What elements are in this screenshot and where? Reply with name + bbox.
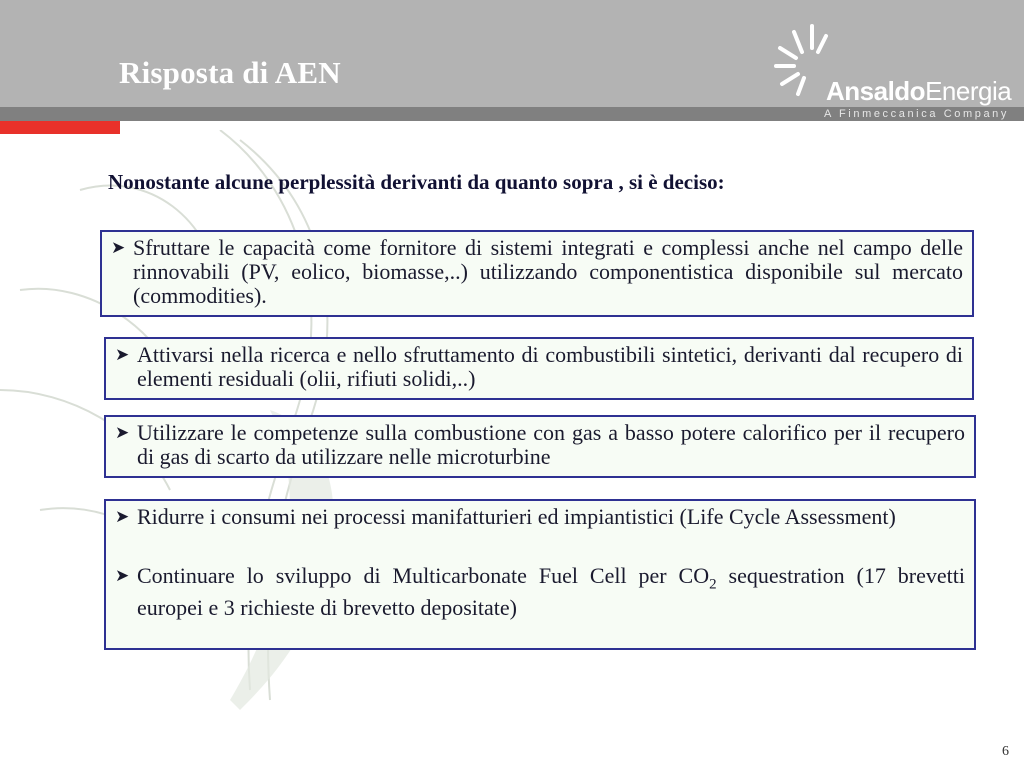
intro-text: Nonostante alcune perplessità derivanti da quanto sopra , si è deciso: (108, 170, 725, 194)
bullet-item: ➤ Utilizzare le competenze sulla combustione con gas a basso potere calorifico per il recupero di gas di scarto da utilizzare nelle microturbine (115, 420, 965, 469)
bullet-item: ➤ Continuare lo sviluppo di Multicarbonate Fuel Cell per $CO_2$ sequestration (17 brevetti europei e 3 richieste di brevetto depositate) (115, 563, 965, 621)
bullet-box-3 (104, 415, 976, 478)
arrow-bullet-icon: ➤ (115, 507, 130, 526)
bullet-item: ➤ Ridurre i consumi nei processi manifatturieri ed impiantistici (Life Cycle Assessment) (115, 504, 896, 529)
logo-brand-text: AnsaldoEnergia (826, 76, 1012, 106)
ansaldo-energia-logo (772, 22, 1017, 122)
arrow-bullet-icon: ➤ (115, 345, 130, 364)
arrow-bullet-icon: ➤ (111, 238, 126, 257)
bullet-box-4 (104, 499, 976, 650)
logo-subtitle: A Finmeccanica Company (824, 108, 1009, 120)
bullet-item: ➤ Attivarsi nella ricerca e nello sfruttamento di combustibili sintetici, derivanti dal recupero di elementi residuali (olii, rifiuti solidi,..) (115, 342, 963, 391)
arrow-bullet-icon: ➤ (115, 566, 130, 585)
page-number: 6 (1002, 744, 1009, 759)
bullet-box-2 (104, 337, 974, 400)
slide-title: Risposta di AEN (119, 55, 341, 90)
bullet-item: ➤ Sfruttare le capacità come fornitore di sistemi integrati e complessi anche nel campo delle rinnovabili (PV, eolico, biomasse,..) utilizzando componentistica disponibile sul mercato (commodities). (111, 235, 963, 308)
arrow-bullet-icon: ➤ (115, 423, 130, 442)
bullet-box-1 (100, 230, 974, 317)
